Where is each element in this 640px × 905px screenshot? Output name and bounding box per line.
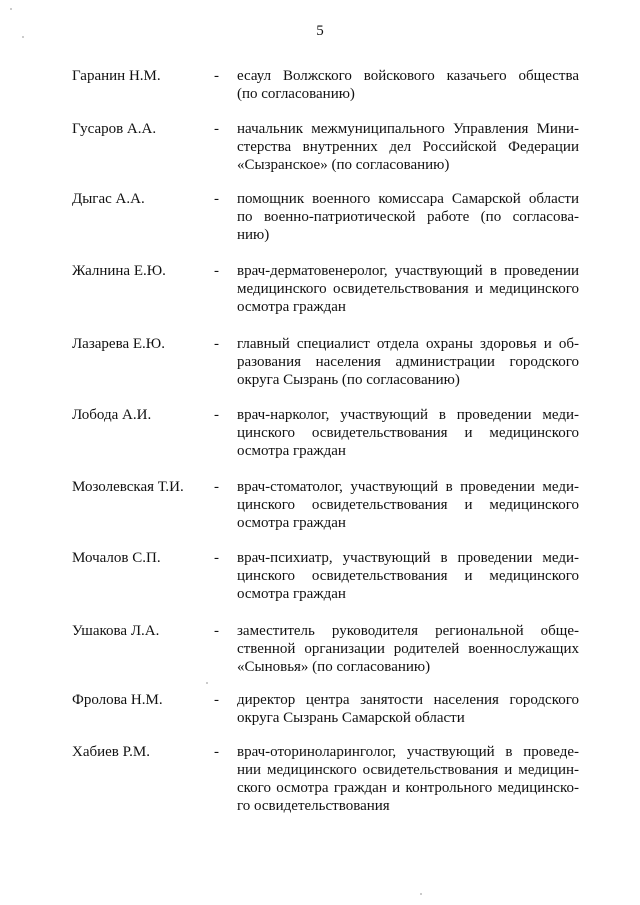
member-role (237, 691, 579, 727)
member-name: Хабиев Р.М. (72, 744, 150, 760)
member-role (237, 190, 579, 244)
dash-separator: - (214, 191, 219, 207)
member-name: Лазарева Е.Ю. (72, 336, 165, 352)
member-role-line: осмотра граждан (237, 299, 346, 315)
member-role (237, 406, 579, 460)
member-name: Жалнина Е.Ю. (72, 263, 166, 279)
dash-separator: - (214, 68, 219, 84)
scan-speck (10, 8, 12, 10)
dash-separator: - (214, 550, 219, 566)
scan-speck (420, 893, 422, 895)
member-name: Лобода А.И. (72, 407, 152, 423)
member-role-line: го освидетельствования (237, 798, 390, 814)
member-role-line: осмотра граждан (237, 515, 346, 531)
member-role-line: разования населения администрации городского (237, 354, 579, 370)
dash-separator: - (214, 744, 219, 760)
member-role-line: «Сыновья» (по согласованию) (237, 659, 431, 675)
member-role-line: округа Сызрань (по согласованию) (237, 372, 460, 388)
member-role (237, 743, 579, 815)
member-role-line: нии медицинского освидетельствования и медицин- (237, 762, 579, 778)
member-role-line: «Сызранское» (по согласованию) (237, 157, 450, 173)
member-name: Фролова Н.М. (72, 692, 163, 708)
member-role-line: ского осмотра граждан и контрольного медицинско- (237, 780, 579, 796)
member-role-line: (по согласованию) (237, 86, 355, 102)
member-role-line: ственной организации родителей военнослужащих (237, 641, 579, 657)
scan-speck (206, 682, 208, 684)
member-name: Мозолевская Т.И. (72, 479, 184, 495)
member-role-line: нию) (237, 227, 270, 243)
member-role-line: осмотра граждан (237, 443, 346, 459)
member-role (237, 478, 579, 532)
member-role (237, 622, 579, 676)
member-role-line: цинского освидетельствования и медицинского (237, 497, 579, 513)
member-role-line: есаул Волжского войскового казачьего общества (237, 68, 579, 84)
member-role-line: по военно-патриотической работе (по согласова- (237, 209, 579, 225)
member-role-line: цинского освидетельствования и медицинского (237, 568, 579, 584)
member-name: Мочалов С.П. (72, 550, 161, 566)
scan-speck (22, 36, 24, 38)
member-name: Гаранин Н.М. (72, 68, 161, 84)
member-role-line: врач-психиатр, участвующий в проведении меди- (237, 550, 579, 566)
dash-separator: - (214, 121, 219, 137)
member-role (237, 120, 579, 174)
member-role-line: врач-оториноларинголог, участвующий в проведе- (237, 744, 579, 760)
member-role-line: врач-дерматовенеролог, участвующий в проведении (237, 263, 579, 279)
member-role-line: стерства внутренних дел Российской Федерации (237, 139, 579, 155)
member-role-line: начальник межмуниципального Управления Мини- (237, 121, 579, 137)
dash-separator: - (214, 623, 219, 639)
member-role (237, 67, 579, 103)
member-role-line: осмотра граждан (237, 586, 346, 602)
member-role (237, 262, 579, 316)
member-role-line: главный специалист отдела охраны здоровья и об- (237, 336, 579, 352)
member-name: Дыгас А.А. (72, 191, 145, 207)
member-role-line: округа Сызрань Самарской области (237, 710, 465, 726)
dash-separator: - (214, 692, 219, 708)
member-role-line: цинского освидетельствования и медицинского (237, 425, 579, 441)
member-role-line: помощник военного комиссара Самарской области (237, 191, 579, 207)
member-role (237, 335, 579, 389)
member-role-line: заместитель руководителя региональной обще- (237, 623, 579, 639)
dash-separator: - (214, 407, 219, 423)
member-role-line: врач-нарколог, участвующий в проведении меди- (237, 407, 579, 423)
dash-separator: - (214, 336, 219, 352)
member-name: Ушакова Л.А. (72, 623, 160, 639)
member-role (237, 549, 579, 603)
page-number: 5 (316, 23, 324, 39)
member-role-line: врач-стоматолог, участвующий в проведении меди- (237, 479, 579, 495)
member-role-line: директор центра занятости населения городского (237, 692, 579, 708)
member-role-line: медицинского освидетельствования и медицинского (237, 281, 579, 297)
dash-separator: - (214, 479, 219, 495)
member-name: Гусаров А.А. (72, 121, 157, 137)
dash-separator: - (214, 263, 219, 279)
